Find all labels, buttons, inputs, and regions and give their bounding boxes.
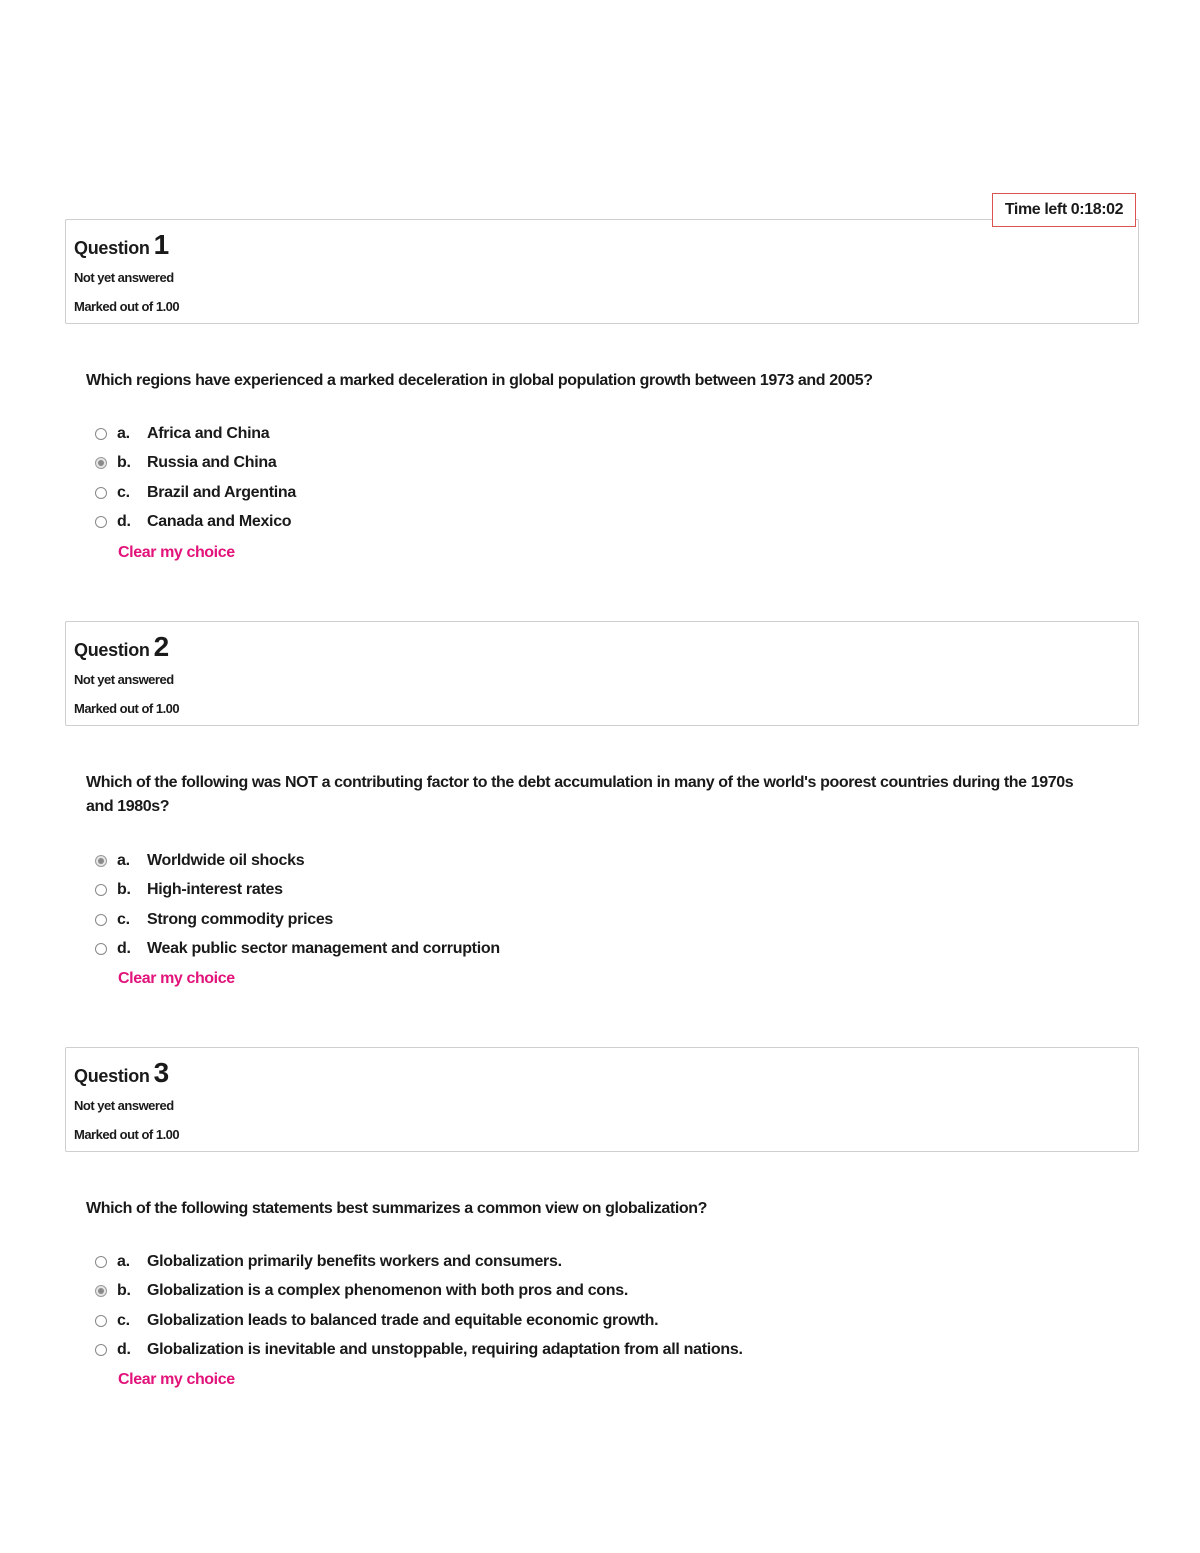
option-text: Globalization is inevitable and unstoppable, requiring adaptation from all nations. [147,1341,743,1359]
option-letter: b. [117,1282,131,1300]
question-grade: Marked out of 1.00 [74,701,180,716]
question-info-1 [65,219,1139,324]
question-grade: Marked out of 1.00 [74,1127,180,1142]
option-text: Globalization leads to balanced trade and equitable economic growth. [147,1311,659,1329]
answer-option[interactable] [95,876,895,906]
answer-options-2 [95,846,895,964]
option-letter: a. [117,1252,130,1270]
radio-button[interactable] [95,855,107,867]
question-state: Not yet answered [74,270,174,285]
timer-badge: Time left 0:18:02 [992,193,1136,227]
radio-button[interactable] [95,914,107,926]
option-letter: a. [117,851,130,869]
radio-button[interactable] [95,884,107,896]
option-text: Russia and China [147,454,277,472]
clear-choice-link[interactable]: Clear my choice [118,970,235,987]
option-text: Globalization is a complex phenomenon with both pros and cons. [147,1282,628,1300]
clear-choice-link[interactable]: Clear my choice [118,1371,235,1388]
radio-button[interactable] [95,943,107,955]
radio-button[interactable] [95,516,107,528]
option-letter: b. [117,454,131,472]
radio-button[interactable] [95,1315,107,1327]
option-text: High-interest rates [147,881,283,899]
answer-option[interactable] [95,1306,895,1336]
option-letter: c. [117,1311,130,1329]
question-text-2: Which of the following was NOT a contributing factor to the debt accumulation in many of the world's poorest countries during the 1970s and 1980s? [86,774,1074,815]
radio-button[interactable] [95,487,107,499]
option-text: Canada and Mexico [147,513,292,531]
option-letter: c. [117,483,130,501]
answer-option[interactable] [95,1336,895,1366]
question-text-1: Which regions have experienced a marked deceleration in global population growth between 1973 and 2005? [86,372,873,389]
answer-option[interactable] [95,449,895,479]
answer-option[interactable] [95,905,895,935]
question-text-3: Which of the following statements best summarizes a common view on globalization? [86,1200,708,1217]
radio-button[interactable] [95,1256,107,1268]
question-title: Question 3 [74,1057,169,1088]
answer-option[interactable] [95,935,895,965]
question-info-2 [65,621,1139,726]
option-letter: d. [117,940,131,958]
radio-button[interactable] [95,1285,107,1297]
answer-option[interactable] [95,1277,895,1307]
option-text: Globalization primarily benefits workers and consumers. [147,1252,562,1270]
answer-options-3 [95,1247,895,1365]
answer-option[interactable] [95,846,895,876]
radio-button[interactable] [95,428,107,440]
option-text: Worldwide oil shocks [147,851,305,869]
radio-button[interactable] [95,457,107,469]
option-text: Strong commodity prices [147,910,334,928]
question-title: Question 1 [74,229,169,260]
question-state: Not yet answered [74,672,174,687]
option-letter: d. [117,1341,131,1359]
option-text: Weak public sector management and corruption [147,940,500,958]
option-letter: a. [117,424,130,442]
answer-option[interactable] [95,419,895,449]
option-text: Africa and China [147,424,270,442]
answer-option[interactable] [95,508,895,538]
answer-option[interactable] [95,1247,895,1277]
option-letter: b. [117,881,131,899]
option-letter: c. [117,910,130,928]
answer-option[interactable] [95,478,895,508]
radio-button[interactable] [95,1344,107,1356]
answer-options-1 [95,419,895,537]
question-title: Question 2 [74,631,169,662]
question-grade: Marked out of 1.00 [74,299,180,314]
option-text: Brazil and Argentina [147,483,296,501]
question-info-3 [65,1047,1139,1152]
question-state: Not yet answered [74,1098,174,1113]
clear-choice-link[interactable]: Clear my choice [118,544,235,561]
option-letter: d. [117,513,131,531]
